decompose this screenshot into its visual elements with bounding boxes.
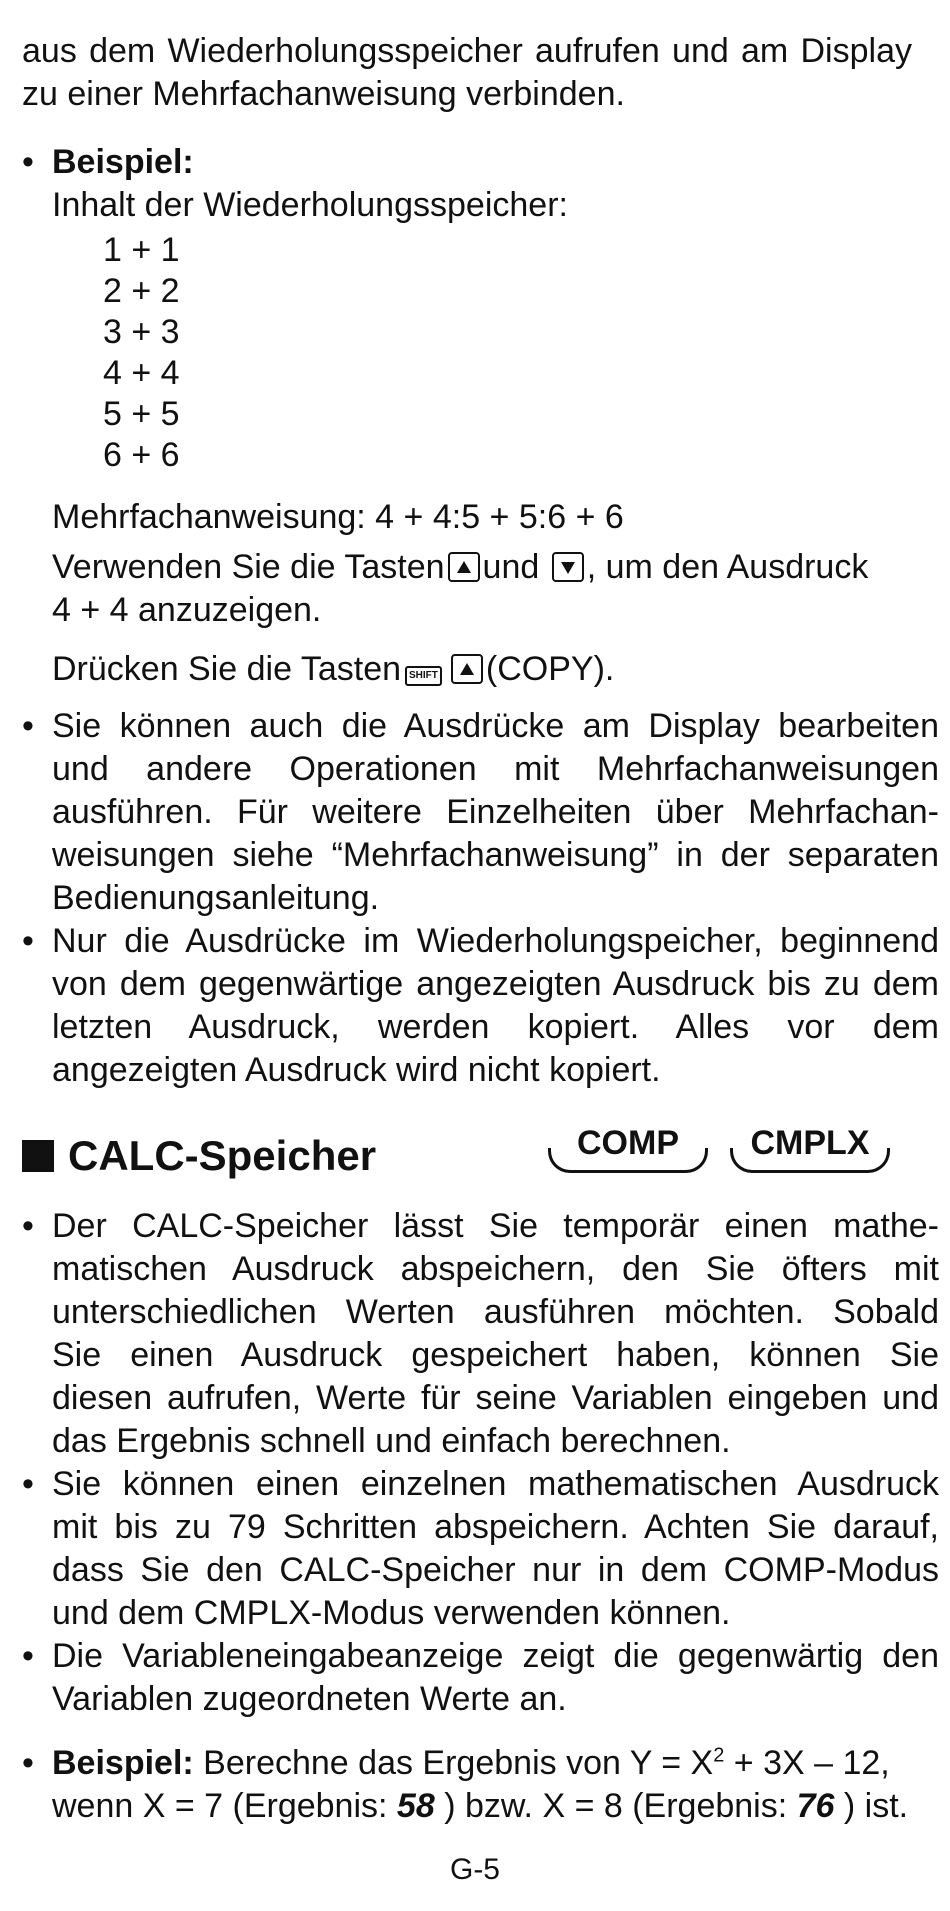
bullet-text-line: Nur die Ausdrücke im Wiederholungspeicher, beginnend bbox=[52, 922, 939, 960]
memory-item: 2 + 2 bbox=[103, 272, 180, 310]
bullet-icon: • bbox=[22, 1465, 34, 1503]
bullet-text-line: weisungen siehe “Mehrfachanweisung” in der separaten bbox=[52, 836, 939, 874]
bullet-text-line: Der CALC-Speicher lässt Sie temporär einen mathe- bbox=[52, 1207, 939, 1245]
section-square-icon bbox=[22, 1140, 54, 1172]
bullet-text-line: matischen Ausdruck abspeichern, den Sie öfters mit bbox=[52, 1250, 939, 1288]
bullet-text-line: das Ergebnis schnell und einfach berechnen. bbox=[52, 1422, 731, 1460]
bullet-text-line: und dem CMPLX-Modus verwenden können. bbox=[52, 1594, 731, 1632]
example-label: Beispiel: bbox=[52, 143, 194, 181]
bullet-text-line: Sie können einen einzelnen mathematischen Ausdruck bbox=[52, 1465, 939, 1503]
memory-item: 3 + 3 bbox=[103, 313, 180, 351]
bullet-icon: • bbox=[22, 143, 34, 181]
bullet-text-line: unterschiedlichen Werten ausführen möchten. Sobald bbox=[52, 1293, 939, 1331]
mode-bracket-icon bbox=[730, 1148, 890, 1173]
bullet-icon: • bbox=[22, 922, 34, 960]
down-arrow-key-icon bbox=[552, 552, 584, 582]
mode-bracket-icon bbox=[548, 1148, 708, 1173]
bullet-icon: • bbox=[22, 1207, 34, 1245]
memory-item: 5 + 5 bbox=[103, 395, 180, 433]
example2-line-2: wenn X = 7 (Ergebnis: 58 ) bzw. X = 8 (Ergebnis: 76 ) ist. bbox=[52, 1787, 909, 1825]
intro-line-1: aus dem Wiederholungsspeicher aufrufen und am Display bbox=[22, 32, 912, 70]
example-content-label: Inhalt der Wiederholungsspeicher: bbox=[52, 186, 568, 224]
bullet-text-line: Sie einen Ausdruck gespeichert haben, können Sie bbox=[52, 1336, 939, 1374]
bullet-text-line: Variablen zugeordneten Werte an. bbox=[52, 1680, 567, 1718]
bullet-text-line: dass Sie den CALC-Speicher nur in dem COMP-Modus bbox=[52, 1551, 939, 1589]
bullet-text-line: diesen aufrufen, Werte für seine Variablen eingeben und bbox=[52, 1379, 939, 1417]
bullet-icon: • bbox=[22, 707, 34, 745]
memory-item: 1 + 1 bbox=[103, 231, 180, 269]
example2-line-1: Beispiel: Berechne das Ergebnis von $Y = X^2 + 3X - 12$, bbox=[52, 1744, 890, 1782]
bullet-text-line: letzten Ausdruck, werden kopiert. Alles vor dem bbox=[52, 1008, 939, 1046]
mode-badge-comp: COMP bbox=[548, 1123, 708, 1179]
section-title: CALC-Speicher bbox=[22, 1128, 376, 1184]
bullet-text-line: Bedienungsanleitung. bbox=[52, 879, 380, 917]
bullet-text-line: Die Variableneingabeanzeige zeigt die gegenwärtig den bbox=[52, 1637, 939, 1675]
bullet-text-line: von dem gegenwärtige angezeigten Ausdruck bis zu dem bbox=[52, 965, 939, 1003]
mode-badge-cmplx: CMPLX bbox=[730, 1123, 890, 1179]
page-number: G-5 bbox=[449, 1853, 500, 1886]
multi-statement: Mehrfachanweisung: 4 + 4:5 + 5:6 + 6 bbox=[52, 498, 624, 536]
up-arrow-key-icon bbox=[448, 552, 480, 582]
memory-item: 4 + 4 bbox=[103, 354, 180, 392]
bullet-icon: • bbox=[22, 1637, 34, 1675]
press-keys-line: Drücken Sie die Tasten SHIFT (COPY). bbox=[52, 650, 615, 688]
shift-key-icon: SHIFT bbox=[405, 666, 442, 686]
up-arrow-key-icon bbox=[451, 654, 483, 684]
use-keys-line: Verwenden Sie die Tasten und , um den Ausdruck bbox=[52, 548, 869, 586]
use-keys-line-2: 4 + 4 anzuzeigen. bbox=[52, 591, 322, 629]
bullet-text-line: Sie können auch die Ausdrücke am Display bearbeiten bbox=[52, 707, 939, 745]
bullet-icon: • bbox=[22, 1744, 34, 1782]
memory-item: 6 + 6 bbox=[103, 436, 180, 474]
bullet-text-line: angezeigten Ausdruck wird nicht kopiert. bbox=[52, 1051, 661, 1089]
bullet-text-line: ausführen. Für weitere Einzelheiten über Mehrfachan- bbox=[52, 793, 939, 831]
bullet-text-line: mit bis zu 79 Schritten abspeichern. Achten Sie darauf, bbox=[52, 1508, 939, 1546]
intro-line-2: zu einer Mehrfachanweisung verbinden. bbox=[22, 75, 625, 113]
bullet-text-line: und andere Operationen mit Mehrfachanweisungen bbox=[52, 750, 939, 788]
